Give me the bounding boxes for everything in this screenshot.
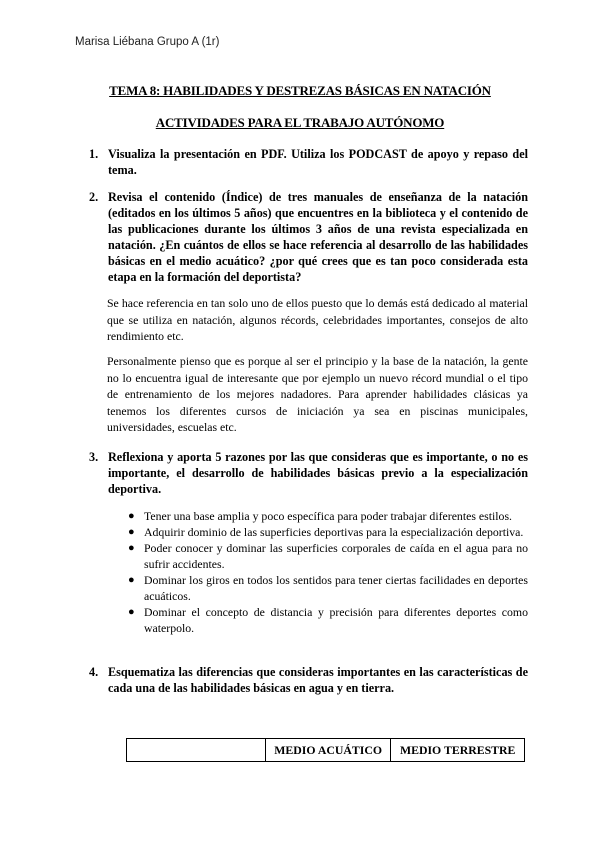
question-text: Reflexiona y aporta 5 razones por las que consideras que es importante, o no es importante, el desarrollo de habilidades básicas previo a la especialización deportiva. [108,450,528,496]
section-title: ACTIVIDADES PARA EL TRABAJO AUTÓNOMO [155,115,445,130]
question-text: Esquematiza las diferencias que consideras importantes en las características de cada una de las habilidades básicas en agua y en tierra. [108,665,528,695]
table-header-medio-acuatico: MEDIO ACUÁTICO [266,739,391,762]
bullet-icon: ● [128,606,135,618]
question-3 [89,449,528,497]
list-item: ● Poder conocer y dominar las superficies corporales de caída en el agua para no sufrir accidentes. [128,541,528,571]
table-header-medio-terrestre: MEDIO TERRESTRE [391,739,525,762]
question-number: 3. [89,450,99,464]
list-item: ● Tener una base amplia y poco específica para poder trabajar diferentes estilos. [128,509,512,523]
document-header-author: Marisa Liébana Grupo A (1r) [75,36,220,48]
question-number: 1. [89,147,99,161]
list-item: ● Adquirir dominio de las superficies deportivas para la especialización deportiva. [128,525,524,539]
question-number: 4. [89,665,99,679]
bullet-icon: ● [128,574,135,586]
question-2 [89,189,528,285]
question-4 [89,664,528,696]
question-number: 2. [89,190,99,204]
bullet-icon: ● [128,542,135,554]
bullet-icon: ● [128,526,135,538]
comparison-table [126,738,525,762]
table-header-empty [127,739,266,762]
question-1 [89,146,528,178]
topic-title: TEMA 8: HABILIDADES Y DESTREZAS BÁSICAS EN NATACIÓN [109,83,491,98]
list-item: ● Dominar el concepto de distancia y precisión para diferentes deportes como waterpolo. [128,605,528,635]
table-header-row [127,739,525,762]
answer-3-bullet-list [128,508,528,636]
question-text: Visualiza la presentación en PDF. Utiliza los PODCAST de apoyo y repaso del tema. [108,147,528,177]
answer-2-paragraph-1: Se hace referencia en tan solo uno de ellos puesto que lo demás está dedicado al material que se utiliza en natación, algunos récords, celebridades importantes, consejos de alto rendimiento etc. [107,296,528,343]
answer-2-paragraph-2: Personalmente pienso que es porque al ser el principio y la base de la natación, la gente no lo encuentra igual de interesante que por ejemplo un nuevo récord mundial o el tipo de entrenamiento de los mejores nadadores. Para aprender habilidades clásicas ya tenemos los diferentes cursos de iniciación ya sea en piscinas municipales, universidades, escuelas etc. [107,354,528,434]
list-item: ● Dominar los giros en todos los sentidos para tener ciertas facilidades en deportes acuáticos. [128,573,528,603]
bullet-icon: ● [128,510,135,522]
question-text: Revisa el contenido (Índice) de tres manuales de enseñanza de la natación (editados en los últimos 5 años) que encuentres en la biblioteca y el contenido de las publicaciones durante los últimos 3 años de una revista especializada en natación. ¿En cuántos de ellos se hace referencia al desarrollo de las habilidades básicas en el medio acuático? ¿por qué crees que es tan poco considerada esta etapa en la formación del deportista? [108,190,528,284]
